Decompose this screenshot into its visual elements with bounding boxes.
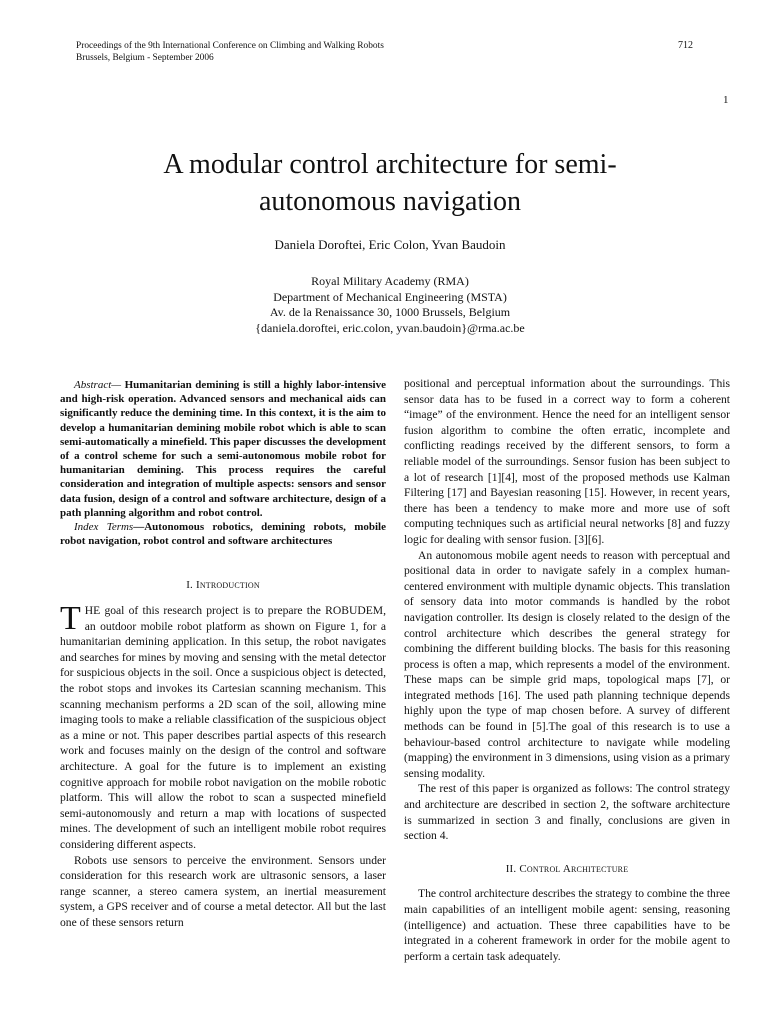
right-column <box>404 376 730 964</box>
control-architecture-paragraph: The control architecture describes the strategy to combine the three main capabilities of an intelligent mobile agent: sensing, reasoning (intelligence) and actuation. These three capabilities have to be integrated in a coherent framework in order for the mobile agent to perform a certain task adequately. <box>404 887 730 963</box>
header-location-date: Brussels, Belgium - September 2006 <box>76 53 214 63</box>
drop-cap: T <box>60 600 81 638</box>
affiliation-line: Royal Military Academy (RMA) <box>311 274 469 288</box>
index-terms-text: —Autonomous robotics, demining robots, mobile robot navigation, robot control and software architectures <box>60 521 386 548</box>
intro-paragraph-1-text: HE goal of this research project is to prepare the ROBUDEM, an outdoor mobile robot platform as shown on Figure 1, for a humanitarian demining application. In this setup, the robot navigates and searches for mines by moving and sensing with the metal detector for suspicious objects in the soil. Once a suspicious object is detected, the robot stops and invokes its Cartesian scanning mechanism. This scanning mechanism performs a 2D scan of the soil, allowing mine imaging tools to make a reliable classification of the suspicious object as a mine or not. This paper describes partial aspects of this research work and focuses mainly on the design of the control and software architecture. A goal for the future is to implement an existing cognitive approach for mobile robot navigation on the mobile robotic platform. This will allow the robot to scan a suspected minefield semi-autonomously and return a map with locations of suspected mines. The development of such an intelligent mobile robot requires considering different aspects. <box>60 604 386 851</box>
paper-title: A modular control architecture for semi-autonomous navigation <box>163 149 617 217</box>
header-conference: Proceedings of the 9th International Conference on Climbing and Walking Robots <box>76 41 384 51</box>
section-heading-introduction <box>60 578 386 594</box>
left-column <box>60 378 386 931</box>
intro-paragraph-2: Robots use sensors to perceive the environment. Sensors under consideration for this research work are ultrasonic sensors, a laser range scanner, a stereo camera system, an inertial measurement system, a GPS receiver and of course a metal detector. All but the last one of these sensors return <box>60 853 386 929</box>
section-heading-control-architecture <box>404 862 730 878</box>
body-paragraph: An autonomous mobile agent needs to reason with perceptual and positional data in order to navigate safely in a complex human-centered environment with multiple dynamic objects. This translation of sensory data into motor commands is handled by the robot navigation controller. Its design is closely related to the design of the control architecture which describes the general strategy for combining the different building blocks. The basis for this reasoning process is often a map, which represents a model of the environment. These maps can be simple grid maps, topological maps [7], or integrated methods [16]. The used path planning technique depends highly upon the type of map chosen before. A survey of different methods can be found in [5].The goal of this research is to use a behaviour-based control architecture to navigate while modeling (mapping) the environment in 3 dimensions, using vision as a primary sensing modality. <box>404 548 730 780</box>
body-paragraph-continued: positional and perceptual information about the surroundings. This sensor data has to be fused in a correct way to form a coherent “image” of the environment. Hence the need for an intelligent sensor fusion algorithm to combine the often erratic, incomplete and conflicting readings received by the different sensors, to form a reliable model of the surroundings. Sensor fusion has been subject to a lot of research [1][4], most of the proposed methods use Kalman Filtering [17] and Bayesian reasoning [15]. However, in recent years, there has been a tendency to make more and more use of soft computing techniques such as artificial neural networks [8] and fuzzy logic for dealing with sensor fusion. [3][6]. <box>404 377 730 546</box>
abstract-text: Humanitarian demining is still a highly labor-intensive and high-risk operation. Advanced sensors and mechanical aids can significantly reduce the demining time. In this context, it is the aim to develop a humanitarian demining mobile robot which is able to scan semi-automatically a minefield. This paper discusses the development of a control scheme for such a semi-autonomous mobile robot for humanitarian demining. This process requires the careful consideration and integration of multiple aspects: sensors and sensor data fusion, design of a control and software architecture, design of a path planning algorithm and robot control. <box>60 379 386 519</box>
column-page-number: 1 <box>723 94 729 106</box>
page-number: 712 <box>678 40 693 51</box>
running-header <box>76 40 384 64</box>
section-numeral: I. <box>186 579 194 592</box>
index-terms <box>60 520 386 548</box>
section-title: Introduction <box>195 579 260 592</box>
body-paragraph-outline: The rest of this paper is organized as follows: The control strategy and architecture are described in section 2, the software architecture is summarized in section 3 and finally, conclusions are given in section 4. <box>404 782 730 843</box>
abstract <box>60 378 386 520</box>
abstract-lead: Abstract— <box>74 379 122 391</box>
section-numeral: II. <box>505 862 517 875</box>
intro-paragraph-1 <box>60 600 386 853</box>
index-terms-lead: Index Terms <box>74 521 134 534</box>
author-list: Daniela Doroftei, Eric Colon, Yvan Baudoin <box>274 237 506 252</box>
affiliation-block <box>110 274 670 336</box>
affiliation-line: Department of Mechanical Engineering (MSTA) <box>273 289 507 304</box>
affiliation-line: Av. de la Renaissance 30, 1000 Brussels, Belgium <box>269 305 511 320</box>
affiliation-email: {daniela.doroftei, eric.colon, yvan.baudoin}@rma.ac.be <box>255 320 525 335</box>
section-title: Control Architecture <box>519 862 629 875</box>
